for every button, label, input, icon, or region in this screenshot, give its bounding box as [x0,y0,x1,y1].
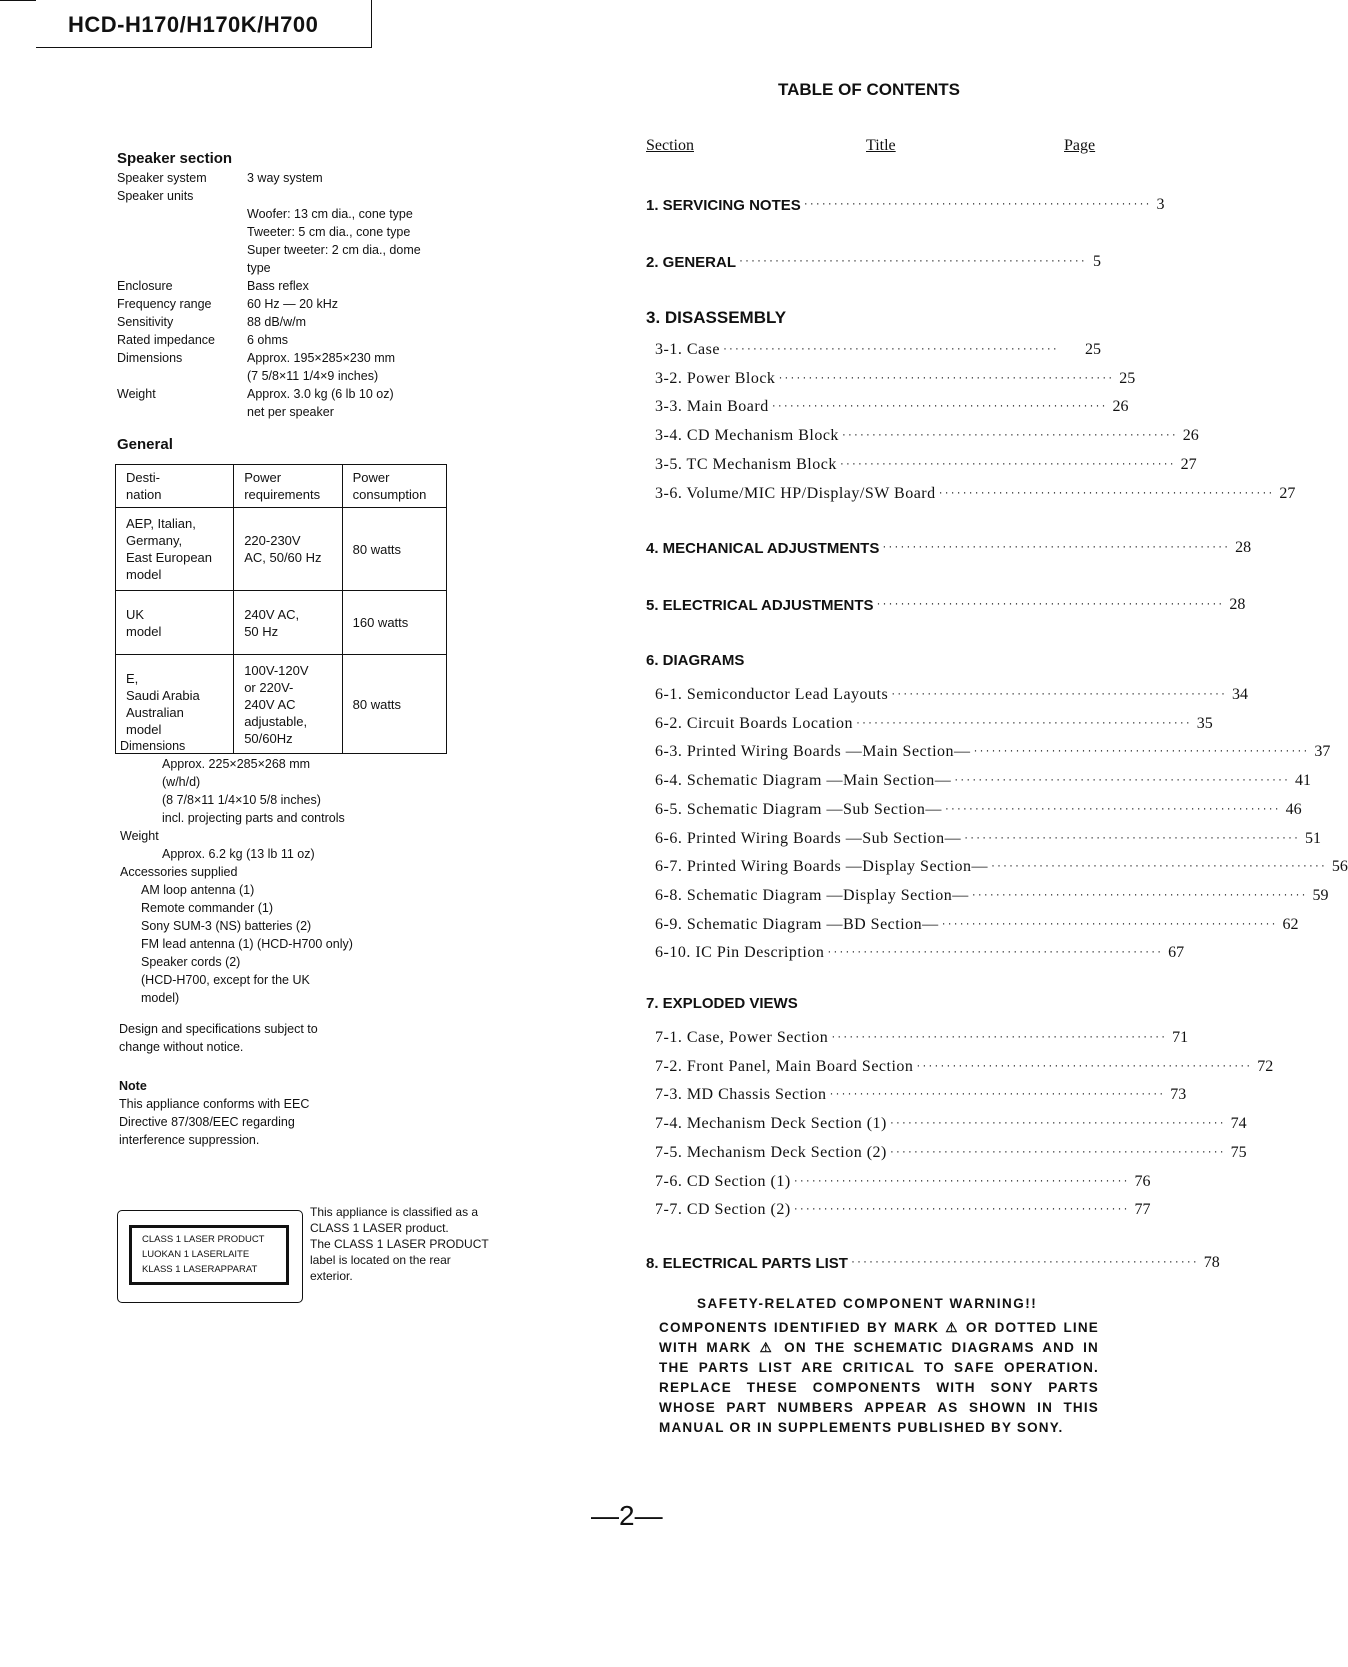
toc-entry-page: 25 [1085,341,1101,358]
power-table-cell: 80 watts [342,508,446,591]
toc-leader: ························································ [941,915,1278,930]
toc-entry-page: 27 [1180,455,1197,473]
toc-entry[interactable] [655,392,1129,416]
toc-entry-page: 73 [1170,1086,1187,1104]
warning-text: OR DOTTED LINE WITH MARK [659,1320,1100,1355]
spec-value: (7 5/8×11 1/4×9 inches) [247,369,379,383]
toc-entry-title: 6-2. Circuit Boards Location [655,714,853,732]
toc-entry-title: 7-1. Case, Power Section [655,1029,829,1046]
laser-label-line: LUOKAN 1 LASERLAITE [142,1249,250,1260]
toc-entry[interactable] [655,1167,1151,1191]
toc-entry-page: 26 [1182,427,1199,445]
toc-entry[interactable] [655,852,1348,876]
toc-entry-title: 6-6. Printed Wiring Boards —Sub Section— [655,829,962,847]
toc-entry-page: 3 [1156,196,1165,213]
power-table-header-cell: Power consumption [342,465,446,508]
safety-warning-body [659,1318,1099,1438]
note-line: This appliance conforms with EEC [119,1097,310,1111]
toc-entry-title: 2. GENERAL [646,254,737,271]
disclaimer-line: change without notice. [119,1040,244,1054]
toc-entry-title: 3-1. Case [655,341,720,358]
toc-entry-title: 1. SERVICING NOTES [646,197,801,214]
spec-value: Bass reflex [247,279,309,293]
laser-caption-line: exterior. [310,1269,353,1283]
toc-entry-page: 46 [1285,800,1302,818]
spec-label: Speaker system [117,171,207,185]
toc-leader: ························································ [841,427,1178,442]
toc-leader: ························································ [891,686,1227,700]
toc-entry-page: 67 [1168,944,1185,962]
toc-entry[interactable] [655,1138,1247,1162]
toc-leader: ························································ [971,886,1308,901]
spec-label: Speaker units [117,189,194,203]
toc-entry-page: 71 [1172,1029,1189,1046]
toc-entry-title: 6-10. IC Pin Description [655,944,825,962]
toc-entry-page: 72 [1257,1057,1274,1075]
spec-label: Weight [117,387,156,401]
general-heading: General [117,436,173,453]
toc-entry-title: 7-7. CD Section (2) [655,1201,791,1219]
laser-class-label [129,1225,289,1285]
toc-entry[interactable] [646,247,1101,271]
toc-col-page: Page [1064,137,1096,154]
toc-leader: ·························································· [876,596,1225,610]
dimensions-line: (w/h/d) [162,775,201,789]
accessory-item: model) [141,991,180,1005]
toc-group-diagrams: 6. DIAGRAMS [646,652,745,669]
spec-value: Tweeter: 5 cm dia., cone type [247,225,411,239]
toc-entry-title: 3-4. CD Mechanism Block [655,427,839,445]
toc-entry[interactable] [655,680,1248,704]
laser-caption [310,1204,489,1284]
power-table-cell: UK model [116,591,234,655]
note-block [119,1077,309,1149]
toc-entry-page: 59 [1312,886,1329,904]
weight-label: Weight [120,829,159,843]
laser-caption-line: This appliance is classified as a [310,1205,479,1219]
laser-label-line: CLASS 1 LASER PRODUCT [142,1234,265,1245]
note-line: Directive 87/308/EEC regarding [119,1115,295,1129]
spec-label: Rated impedance [117,333,215,347]
power-table-cell: 100V-120V or 220V- 240V AC adjustable, 50/60Hz [234,655,342,754]
toc-entry-page: 56 [1331,858,1348,876]
toc-entry-page: 62 [1282,915,1299,933]
spec-label: Sensitivity [117,315,174,329]
spec-value: 88 dB/w/m [247,315,307,329]
toc-group-exploded-views: 7. EXPLODED VIEWS [646,995,798,1012]
toc-entry-title: 6-1. Semiconductor Lead Layouts [655,686,889,703]
accessories-label: Accessories supplied [120,865,238,879]
safety-warning-heading: SAFETY-RELATED COMPONENT WARNING!! [697,1296,1038,1311]
dimensions-values [120,755,450,827]
speaker-spec-list [117,169,447,421]
toc-leader: ························································ [793,1201,1130,1216]
header-rule [0,0,36,1]
toc-entry-page: 75 [1230,1143,1247,1161]
accessory-item: (HCD-H700, except for the UK [141,973,310,987]
toc-entry-page: 26 [1112,398,1129,416]
toc-entry[interactable] [646,590,1246,614]
note-heading: Note [119,1079,147,1093]
power-table-cell: E, Saudi Arabia Australian model [116,655,234,754]
toc-entry-title: 3-2. Power Block [655,369,776,387]
toc-entry-page: 27 [1279,484,1296,502]
spec-label: Frequency range [117,297,212,311]
toc-entry[interactable] [655,421,1199,445]
toc-entry-title: 6-4. Schematic Diagram —Main Section— [655,772,952,790]
toc-group-disassembly: 3. DISASSEMBLY [646,308,787,327]
power-table-row [116,591,447,655]
toc-leader: ························································ [954,772,1290,787]
toc-entry[interactable] [655,766,1311,790]
dimensions-label: Dimensions [120,739,186,753]
accessory-item: Sony SUM-3 (NS) batteries (2) [141,919,312,933]
weight-value: Approx. 6.2 kg (13 lb 11 oz) [162,847,315,861]
toc-leader: ·························································· [850,1254,1199,1268]
toc-leader: ························································ [793,1172,1130,1187]
toc-entry-page: 41 [1295,772,1311,790]
toc-entry-page: 35 [1196,714,1213,732]
model-title: HCD-H170/H170K/H700 [68,12,319,37]
spec-label: Enclosure [117,279,173,293]
spec-value: 6 ohms [247,333,288,347]
toc-entry[interactable] [655,364,1136,388]
toc-leader: ························································ [839,455,1176,470]
toc-entry-page: 51 [1304,829,1321,847]
laser-caption-line: CLASS 1 LASER product. [310,1221,449,1235]
power-table-header [116,465,447,508]
toc-entry[interactable] [655,881,1329,905]
power-table-row [116,508,447,591]
power-table-header-cell: Power requirements [234,465,342,508]
toc-entry[interactable] [655,824,1321,848]
toc-entry-title: 4. MECHANICAL ADJUSTMENTS [646,540,880,557]
toc-leader: ·························································· [803,196,1152,210]
toc-entry[interactable] [646,533,1252,557]
toc-leader: ························································ [829,1086,1166,1101]
warning-triangle-icon: ⚠ [759,1340,777,1355]
toc-entry-page: 76 [1134,1172,1151,1190]
power-table-cell: 220-230V AC, 50/60 Hz [234,508,342,591]
laser-caption-line: The CLASS 1 LASER PRODUCT [310,1237,489,1251]
toc-entry-page: 77 [1134,1201,1151,1219]
toc-entry[interactable] [655,795,1302,819]
warning-text: COMPONENTS IDENTIFIED BY MARK [659,1320,940,1335]
toc-entry-page: 74 [1230,1115,1247,1133]
toc-entry-title: 6-3. Printed Wiring Boards —Main Section— [655,743,971,761]
general-details [120,737,450,1007]
toc-leader: ························································ [827,944,1164,959]
disclaimer-line: Design and specifications subject to [119,1022,318,1036]
spec-value: net per speaker [247,405,334,419]
laser-caption-line: label is located on the rear [310,1253,451,1267]
toc-entry-title: 8. ELECTRICAL PARTS LIST [646,1255,848,1272]
toc-entry[interactable] [655,1080,1187,1104]
toc-entry[interactable] [655,910,1299,934]
accessory-item: Remote commander (1) [141,901,273,915]
spec-label: Dimensions [117,351,183,365]
toc-entry-title: 6-8. Schematic Diagram —Display Section— [655,886,969,904]
toc-leader: ························································ [771,398,1108,413]
toc-entry[interactable] [655,1195,1151,1219]
toc-entry[interactable] [655,938,1185,962]
spec-value: Super tweeter: 2 cm dia., dome [247,243,421,257]
disclaimer [119,1020,318,1056]
toc-entry-title: 3-6. Volume/MIC HP/Display/SW Board [655,484,936,502]
toc-entry-title: 7-6. CD Section (1) [655,1172,791,1190]
toc-entry-title: 6-9. Schematic Diagram —BD Section— [655,915,939,933]
toc-col-section: Section [646,137,694,154]
toc-entry-page: 78 [1203,1254,1220,1271]
toc-leader: ·························································· [739,253,1087,267]
toc-entry[interactable] [646,190,1165,214]
toc-entry-title: 7-3. MD Chassis Section [655,1086,827,1104]
toc-leader: ························································ [722,341,1059,355]
dimensions-line: incl. projecting parts and controls [162,811,345,825]
power-table [115,464,447,754]
page-number: —2— [591,1500,663,1531]
toc-entry[interactable] [655,479,1296,503]
toc-leader: ························································ [964,829,1300,844]
toc-entry[interactable] [655,1052,1274,1076]
toc-entry-title: 5. ELECTRICAL ADJUSTMENTS [646,597,874,614]
toc-entry-title: 6-5. Schematic Diagram —Sub Section— [655,800,942,818]
toc-leader: ························································ [991,858,1327,873]
note-text [119,1095,309,1149]
spec-value: Woofer: 13 cm dia., cone type [247,207,413,221]
accessory-item: AM loop antenna (1) [141,883,255,897]
toc-leader: ························································ [855,714,1192,729]
spec-value: 60 Hz — 20 kHz [247,297,339,311]
toc-entry-page: 34 [1232,686,1248,703]
toc-leader: ························································ [889,1115,1226,1130]
toc-entry-title: 7-4. Mechanism Deck Section (1) [655,1115,887,1133]
dimensions-line: Approx. 225×285×268 mm [162,757,311,771]
toc-leader: ························································ [973,743,1310,758]
toc-entry-page: 37 [1314,743,1331,761]
toc-entry[interactable] [655,1023,1189,1047]
toc-entry[interactable] [655,450,1197,474]
toc-entry-title: 6-7. Printed Wiring Boards —Display Section— [655,858,989,876]
spec-value: type [247,261,271,275]
power-table-cell: 240V AC, 50 Hz [234,591,342,655]
toc-entry-title: 3-3. Main Board [655,398,769,416]
warning-triangle-icon: ⚠ [945,1320,960,1335]
toc-entry[interactable] [646,1248,1220,1272]
toc-entry-title: 7-2. Front Panel, Main Board Section [655,1057,914,1075]
spec-value: Approx. 3.0 kg (6 lb 10 oz) [247,387,394,401]
toc-entry[interactable] [655,737,1331,761]
toc-leader: ························································ [831,1029,1168,1043]
note-line: interference suppression. [119,1133,260,1147]
toc-entry-title: 7-5. Mechanism Deck Section (2) [655,1143,887,1161]
toc-leader: ························································ [778,369,1115,384]
dimensions-line: (8 7/8×11 1/4×10 5/8 inches) [162,793,321,807]
spec-value: Approx. 195×285×230 mm [247,351,396,365]
power-table-header-cell: Desti- nation [116,465,234,508]
toc-entry-title: 3-5. TC Mechanism Block [655,455,837,473]
toc-entry[interactable] [655,709,1213,733]
toc-entry-page: 5 [1093,253,1101,270]
accessory-item: Speaker cords (2) [141,955,241,969]
toc-leader: ························································ [916,1057,1253,1072]
toc-leader: ························································ [889,1143,1226,1158]
toc-title: TABLE OF CONTENTS [778,80,960,99]
toc-col-title: Title [866,137,896,154]
accessories-list [120,881,450,1007]
spec-value: 3 way system [247,171,323,185]
power-table-cell: 80 watts [342,655,446,754]
toc-entry-page: 28 [1235,539,1252,556]
toc-entry-page: 25 [1119,369,1136,387]
toc-entry[interactable] [655,1109,1247,1133]
toc-entry[interactable] [655,335,1101,359]
toc-leader: ························································ [938,484,1275,499]
power-table-cell: 160 watts [342,591,446,655]
speaker-section-heading: Speaker section [117,150,233,167]
power-table-cell: AEP, Italian, Germany, East European model [116,508,234,591]
warning-text: ON THE SCHEMATIC DIAGRAMS AND IN THE PARTS LIST ARE CRITICAL TO SAFE OPERATION. REPLACE THESE COMPONENTS WITH SONY PARTS WHOSE PART NUMBERS APPEAR AS SHOWN IN THIS MANUAL OR IN SUPPLEMENTS PUBLISHED BY SONY. [659,1340,1099,1435]
toc-leader: ························································ [944,800,1281,815]
toc-entry-page: 28 [1229,596,1246,613]
laser-label-line: KLASS 1 LASERAPPARAT [142,1264,258,1275]
accessory-item: FM lead antenna (1) (HCD-H700 only) [141,937,353,951]
toc-leader: ·························································· [882,539,1231,553]
